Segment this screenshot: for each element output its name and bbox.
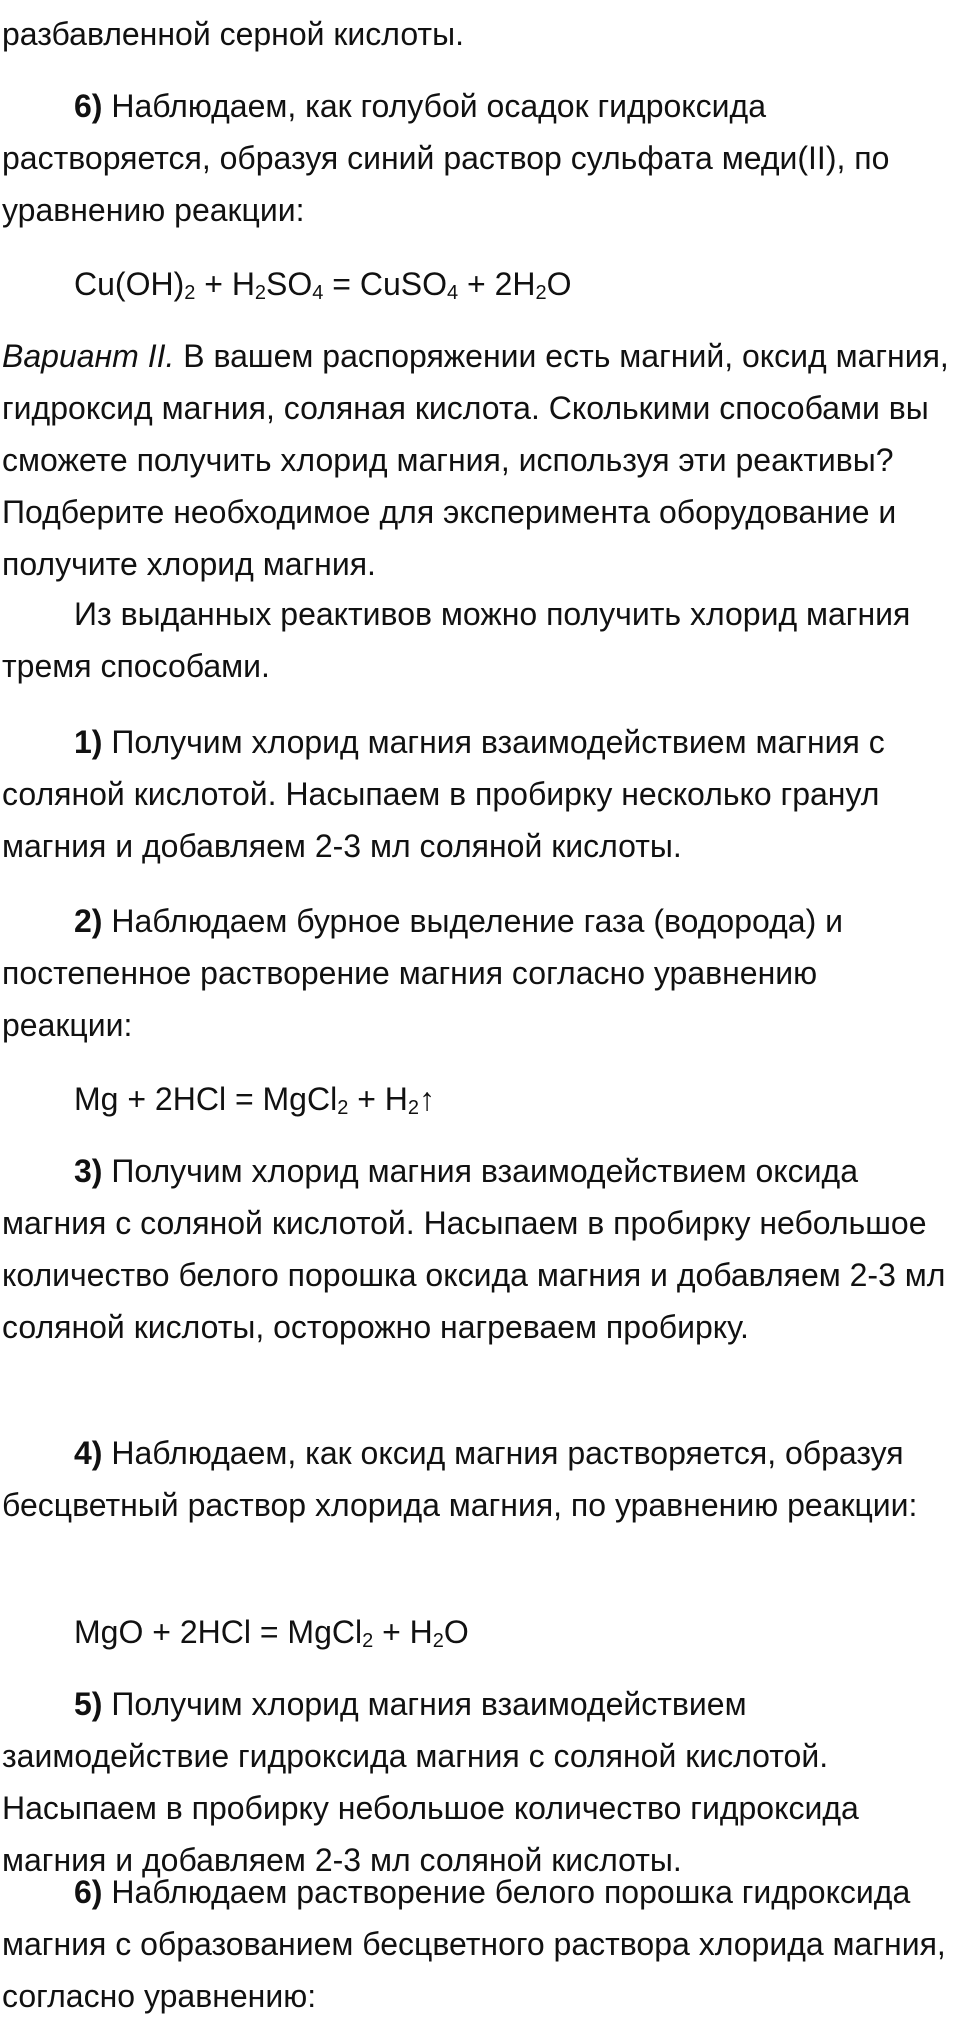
eq1-part: + H [195,266,255,302]
variant-text: В вашем распоряжении есть магний, оксид магния, гидроксид магния, соляная кислота. Сколькими способами вы сможете получить хлорид магния, используя эти реактивы? Подберите необходимое для эксперимента оборудование и получите хлорид магния. [2,338,949,582]
gas-arrow: ↑ [419,1081,436,1117]
eq3-part: + H [373,1614,433,1650]
step1-paragraph [2,716,952,872]
eq3-sub: 2 [432,1630,444,1652]
eq1-sub: 4 [447,282,459,304]
eq1-sub: 2 [535,282,547,304]
step2-number: 2) [74,903,103,939]
ways-paragraph [2,588,952,692]
eq1-part: O [546,266,572,302]
eq3-part: O [443,1614,469,1650]
equation-magnesium [74,1073,435,1125]
eq2-part: Mg + 2HCl = MgCl [74,1081,338,1117]
eq2-sub: 2 [407,1097,420,1119]
variant-label: Вариант II. [2,338,175,374]
eq1-sub: 2 [184,282,196,304]
eq3-sub: 2 [362,1630,374,1652]
step4-paragraph [2,1427,952,1531]
ways-text: Из выданных реактивов можно получить хлорид магния тремя способами. [2,596,911,684]
step6b-text: Наблюдаем растворение белого порошка гидроксида магния с образованием бесцветного раствора хлорида магния, согласно уравнению: [2,1874,946,2014]
step1-number: 1) [74,724,103,760]
variant-paragraph [2,330,952,590]
step6a-paragraph [2,80,952,236]
step3-paragraph [2,1145,952,1353]
eq1-part: Cu(OH) [74,266,185,302]
step6b-paragraph [2,1866,952,2022]
step4-number: 4) [74,1435,103,1471]
step3-number: 3) [74,1153,103,1189]
eq1-part: = CuSO [323,266,448,302]
step5-paragraph [2,1678,952,1886]
eq1-sub: 4 [312,282,324,304]
eq2-part: + H [348,1081,408,1117]
equation-magnesium-oxide [74,1606,469,1658]
intro-tail-paragraph [2,8,952,60]
eq1-sub: 2 [254,282,267,304]
step5-text: Получим хлорид магния взаимодействием заимодействие гидроксида магния с соляной кислотой. Насыпаем в пробирку небольшое количество гидроксида магния и добавляем 2-3 мл соляной кислоты. [2,1686,859,1878]
step2-paragraph [2,895,952,1051]
step4-text: Наблюдаем, как оксид магния растворяется, образуя бесцветный раствор хлорида магния, по уравнению реакции: [2,1435,918,1523]
step1-text: Получим хлорид магния взаимодействием магния с соляной кислотой. Насыпаем в пробирку несколько гранул магния и добавляем 2-3 мл соляной кислоты. [2,724,885,864]
step6a-text: Наблюдаем, как голубой осадок гидроксида растворяется, образуя синий раствор сульфата меди(II), по уравнению реакции: [2,88,890,228]
intro-tail-text: разбавленной серной кислоты. [2,16,464,52]
eq1-part: SO [266,266,313,302]
step5-number: 5) [74,1686,103,1722]
step3-text: Получим хлорид магния взаимодействием оксида магния с соляной кислотой. Насыпаем в пробирку небольшое количество белого порошка оксида магния и добавляем 2-3 мл соляной кислоты, осторожно нагреваем пробирку. [2,1153,946,1345]
equation-copper-hydroxide [74,258,572,310]
step6b-number: 6) [74,1874,103,1910]
eq2-sub: 2 [337,1097,349,1119]
eq1-part: + 2H [458,266,536,302]
eq3-part: MgO + 2HCl = MgCl [74,1614,363,1650]
step6a-number: 6) [74,88,103,124]
step2-text: Наблюдаем бурное выделение газа (водорода) и постепенное растворение магния согласно уравнению реакции: [2,903,843,1043]
